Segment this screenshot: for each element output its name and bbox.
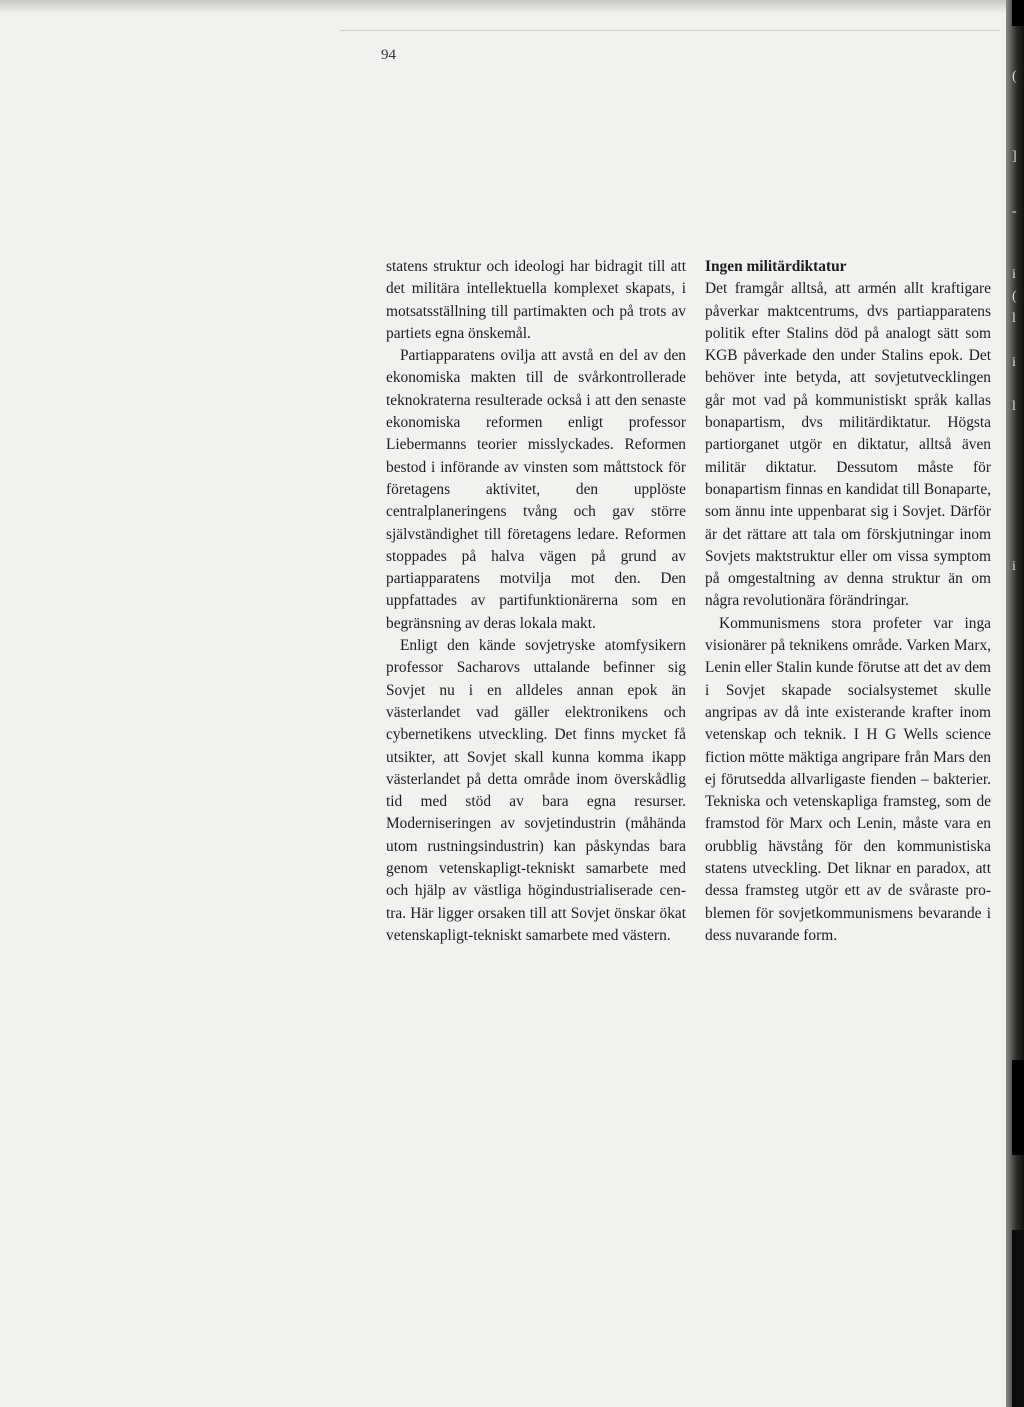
paragraph: Kommunismens stora profeter var inga visionärer på teknikens område. Varken Marx, Lenin eller Stalin kunde förutse att det av dem i Sovjet skapade socialsystemet skulle angripas av då inte existerande krafter inom vetenskap och teknik. I H G Wells science fiction mötte mäktiga angripare från Mars den ej förutsedda allvarligaste fienden – bakterier. Tekniska och vetenskapliga framsteg, som de framstod för Marx och Lenin, måste vara en orubblig hävstång för den kommunistiska statens utveckling. Det liknar en paradox, att dessa framsteg utgör ett av de svåraste problemen för sovjetkommunismens bevarande i dess nuvarande form.	[705, 614, 991, 944]
left-column	[386, 256, 686, 947]
margin-mark: i	[1012, 355, 1016, 370]
margin-mark: i	[1012, 559, 1016, 574]
margin-mark: ]	[1012, 149, 1017, 164]
margin-mark: l	[1012, 311, 1016, 326]
margin-mark: (	[1012, 289, 1017, 304]
section-heading: Ingen militärdiktatur	[705, 258, 847, 275]
paragraph: Partiapparatens ovilja att avstå en del av den ekonomiska makten till de svårkontrollerade teknokraterna resulterade också i att den senaste ekonomiska reformen enligt professor Liebermanns teorier misslyckades. Reformen bestod i införande av vinsten som måttstock för företagens aktivitet, den upplöste centralplaneringens tvång och gav större självständighet till företagens ledare. Reformen stoppades på halva vägen på grund av partiapparatens motvilja mot den. Den uppfattades av partifunktionärerna som en begränsning av deras lokala makt.	[386, 347, 686, 632]
margin-mark: i	[1012, 267, 1016, 282]
page-edge	[340, 30, 1000, 31]
paragraph: statens struktur och ideologi har bidragit till att det militära intellektuella komplexet skapats, i motsatsställning till partimakten och på trots av partiets egna önskemål.	[386, 258, 686, 342]
paragraph: Det framgår alltså, att armén allt kraftigare påverkar maktcentrums, dvs partiapparatens politik efter Stalins död på analogt sätt som KGB påverkade den under Stalins epok. Det behöver inte betyda, att sovjetutvecklingen går mot vad på kommunistiskt språk kallas bonapartism, dvs militärdiktatur. Högsta partiorganet utgör en diktatur, alltså även militär diktatur. Dessutom måste för bonapartism finnas en kandidat till Bonaparte, som ännu inte uppenbarat sig i Sovjet. Därför är det rättare att tala om förskjutningar inom Sovjets maktstruktur eller om vissa symptom på omgestaltning av denna struktur än om några revolutionära förändringar.	[705, 280, 991, 610]
margin-mark: -	[1012, 204, 1017, 219]
page-number: 94	[381, 47, 396, 63]
margin-mark: l	[1012, 399, 1016, 414]
margin-marks	[1008, 0, 1024, 1407]
scan-shadow	[0, 0, 1024, 14]
right-column	[705, 256, 991, 947]
margin-mark: (	[1012, 69, 1017, 84]
paragraph: Enligt den kände sovjetryske atomfysikern professor Sacharovs uttalande befinner sig Sovjet nu i en alldeles annan epok än västerlandet vad gäller elektronikens och cybernetikens utveckling. Det finns mycket få utsikter, att Sovjet skall kunna komma ikapp västerlandet på detta område inom överskådlig tid med stöd av bara egna resurser. Moderniseringen av sovjetindustrin (måhända utom rustningsindustrin) kan påskyndas bara genom vetenskapligt-tekniskt samarbete med och hjälp av västliga högindustrialiserade centra. Här ligger orsaken till att Sovjet önskar ökat vetenskapligt-tekniskt samarbete med västern.	[386, 637, 686, 944]
